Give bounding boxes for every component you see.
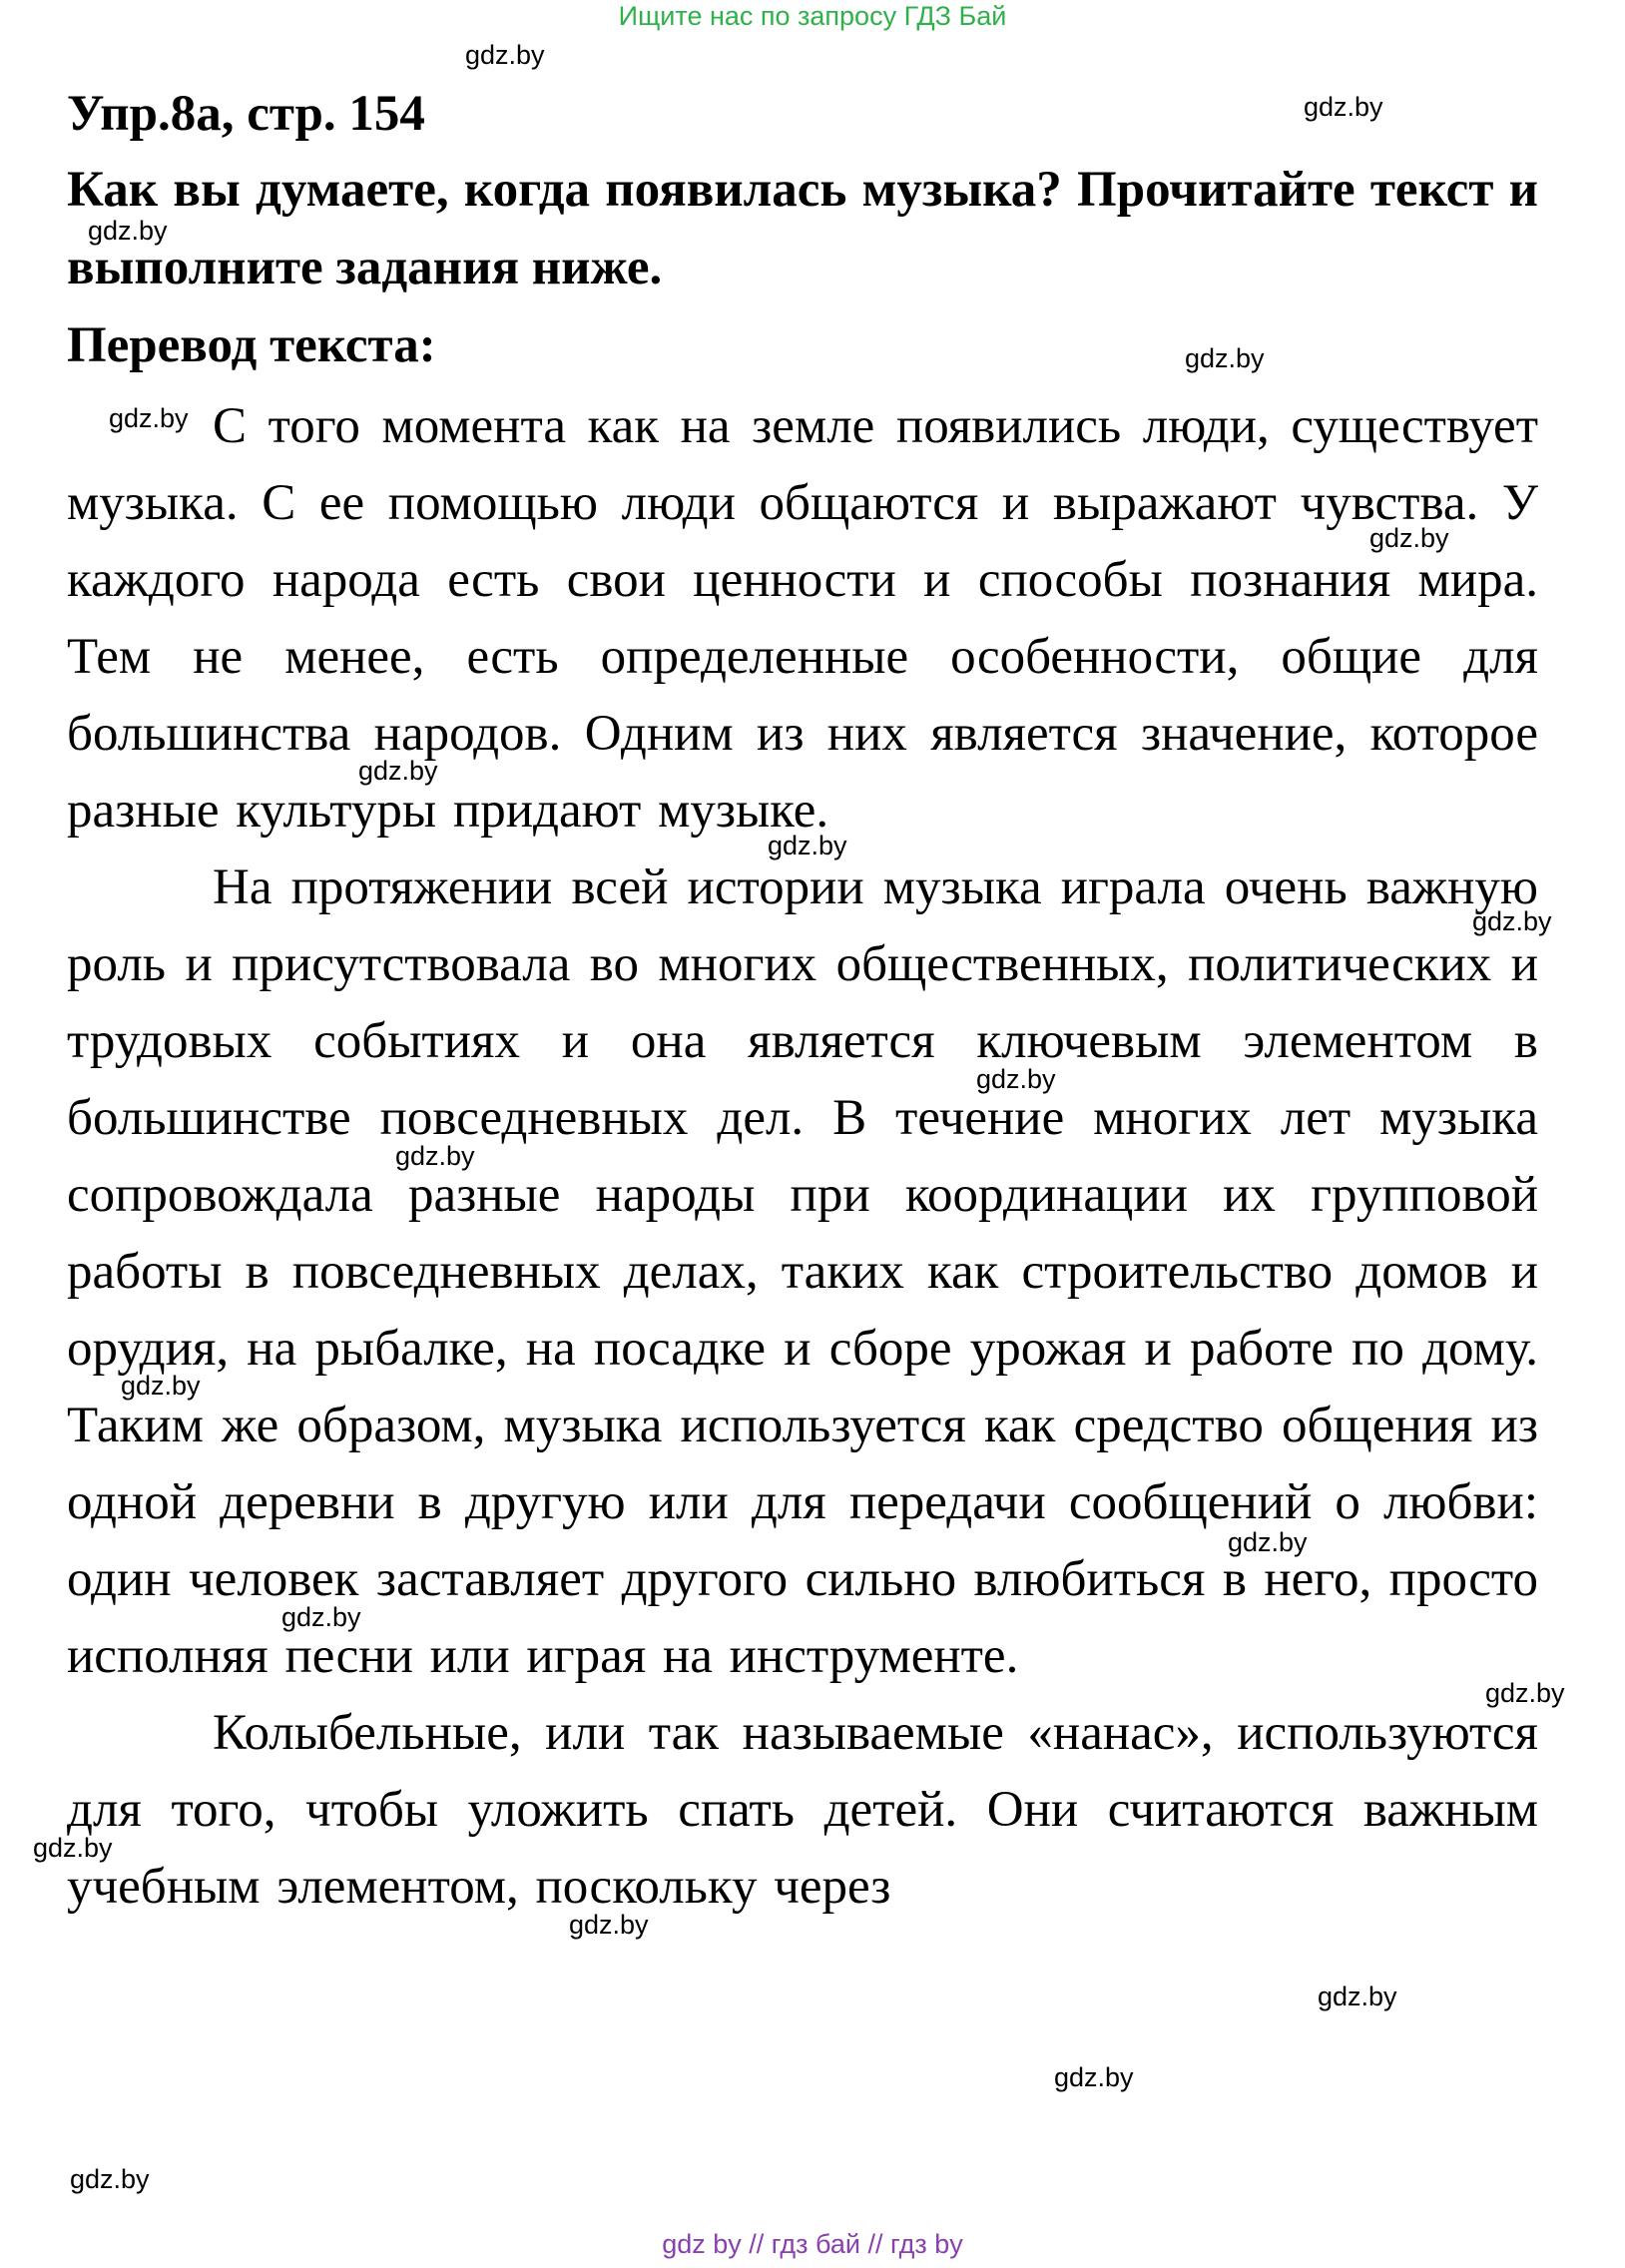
watermark: gdz.by: [1472, 906, 1552, 936]
exercise-title: Упр.8а, стр. 154: [67, 86, 425, 142]
watermark: gdz.by: [1228, 1527, 1308, 1557]
watermark: gdz.by: [1185, 343, 1265, 373]
watermark: gdz.by: [395, 1141, 475, 1171]
watermark: gdz.by: [358, 756, 438, 786]
watermark: gdz.by: [1304, 92, 1383, 122]
watermark: gdz.by: [768, 831, 847, 860]
bottom-banner: gdz by // гдз бай // гдз by: [662, 2229, 963, 2259]
watermark: gdz.by: [281, 1602, 361, 1632]
watermark: gdz.by: [109, 403, 189, 433]
document-body: [67, 78, 1538, 1926]
watermark: gdz.by: [1318, 1982, 1397, 2011]
watermark: gdz.by: [1054, 2062, 1134, 2092]
paragraph-1: С того момента как на земле появились люди, существует музыка. С ее помощью люди общаются и выражают чувства. У каждого народа есть свои ценности и способы познания мира. Тем не менее, есть определенные особенности, общие для большинства народов. Одним из них является значение, которое разные культуры придают музыке.: [67, 398, 1538, 839]
paragraph-2: На протяжении всей истории музыка играла очень важную роль и присутствовала во многих общественных, политических и трудовых событиях и она является ключевым элементом в большинстве повседневных дел. В течение многих лет музыка сопровождала разные народы при координации их групповой работы в повседневных делах, таких как строительство домов и орудия, на рыбалке, на посадке и сборе урожая и работе по дому. Таким же образом, музыка используется как средство общения из одной деревни в другую или для передачи сообщений о любви: один человек заставляет другого сильно влюбиться в него, просто исполняя песни или играя на инструменте.: [67, 859, 1538, 1684]
watermark: gdz.by: [1369, 523, 1449, 553]
watermark: gdz.by: [569, 1910, 649, 1940]
watermark: gdz.by: [465, 40, 545, 70]
translation-heading: Перевод текста:: [67, 317, 436, 373]
watermark: gdz.by: [70, 2164, 150, 2194]
paragraph-3: Колыбельные, или так называемые «нанас», используются для того, чтобы уложить спать детей. Они считаются важным учебным элементом, поскольку через: [67, 1705, 1538, 1915]
top-banner: Ищите нас по запросу ГДЗ Бай: [618, 1, 1007, 31]
watermark: gdz.by: [88, 216, 168, 246]
exercise-question: Как вы думаете, когда появилась музыка? Прочитайте текст и выполните задания ниже.: [67, 162, 1538, 295]
watermark: gdz.by: [121, 1371, 201, 1401]
watermark: gdz.by: [33, 1833, 113, 1863]
watermark: gdz.by: [976, 1064, 1056, 1094]
watermark: gdz.by: [1485, 1678, 1565, 1708]
